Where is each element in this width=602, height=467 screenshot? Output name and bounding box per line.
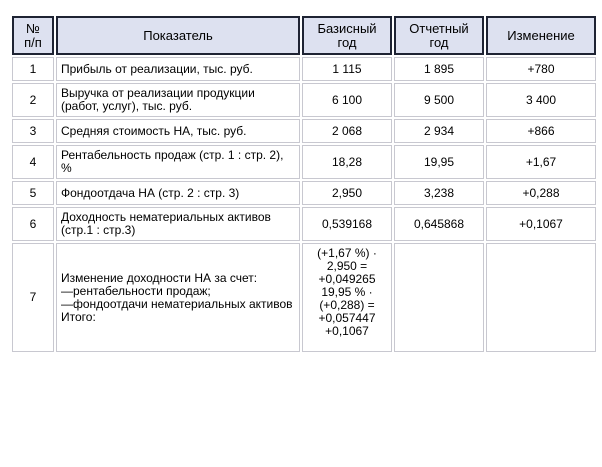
header-change: Изменение <box>486 16 596 55</box>
row-base: 2 068 <box>302 119 392 143</box>
header-base-line1: Базисный <box>317 20 377 36</box>
calc-line: 2,950 = <box>326 259 368 273</box>
row-base: 1 115 <box>302 57 392 81</box>
row-indicator: Доходность нематериальных активов (стр.1 : стр.3) <box>56 207 300 241</box>
calc-line: (+1,67 %) · <box>317 246 377 260</box>
row-report: 19,95 <box>394 145 484 179</box>
header-base-year <box>302 16 392 55</box>
row-num: 5 <box>12 181 54 205</box>
calc-line: +0,049265 <box>318 272 376 286</box>
row-indicator: Фондоотдача НА (стр. 2 : стр. 3) <box>56 181 300 205</box>
row-change: +866 <box>486 119 596 143</box>
row-num: 7 <box>12 243 54 352</box>
table-row <box>12 243 596 352</box>
row-report: 1 895 <box>394 57 484 81</box>
row-report: 0,645868 <box>394 207 484 241</box>
header-num <box>12 16 54 55</box>
row-base: 0,539168 <box>302 207 392 241</box>
row-indicator <box>56 243 300 352</box>
row-report: 9 500 <box>394 83 484 117</box>
header-row <box>12 16 596 55</box>
row-change: +780 <box>486 57 596 81</box>
calc-line: 19,95 % · <box>321 285 373 299</box>
row-num: 6 <box>12 207 54 241</box>
row-num: 1 <box>12 57 54 81</box>
header-num-line2: п/п <box>24 34 42 50</box>
indicator-line: —рентабельности продаж; <box>61 283 211 298</box>
header-report-line2: год <box>429 34 449 50</box>
table-row <box>12 57 596 81</box>
analysis-table <box>10 14 598 354</box>
row-change: +0,288 <box>486 181 596 205</box>
indicator-line: Итого: <box>61 309 96 324</box>
row-report: 3,238 <box>394 181 484 205</box>
row-indicator: Средняя стоимость НА, тыс. руб. <box>56 119 300 143</box>
row-change: +0,1067 <box>486 207 596 241</box>
table-row <box>12 181 596 205</box>
header-num-line1: № <box>26 20 40 36</box>
header-report-line1: Отчетный <box>409 20 469 36</box>
calc-line: +0,1067 <box>325 324 369 338</box>
row-base: 2,950 <box>302 181 392 205</box>
table-row <box>12 207 596 241</box>
row-change: 3 400 <box>486 83 596 117</box>
table-row <box>12 119 596 143</box>
row-num: 4 <box>12 145 54 179</box>
row-base: 6 100 <box>302 83 392 117</box>
row-base-calculation <box>302 243 392 352</box>
row-num: 2 <box>12 83 54 117</box>
header-report-year <box>394 16 484 55</box>
row-change <box>486 243 596 352</box>
calc-line: +0,057447 <box>318 311 376 325</box>
row-indicator: Прибыль от реализации, тыс. руб. <box>56 57 300 81</box>
row-report <box>394 243 484 352</box>
row-change: +1,67 <box>486 145 596 179</box>
row-indicator: Рентабельность продаж (стр. 1 : стр. 2), % <box>56 145 300 179</box>
row-base: 18,28 <box>302 145 392 179</box>
table-row <box>12 83 596 117</box>
indicator-line: Изменение доходности НА за счет: <box>61 270 258 285</box>
indicator-line: —фондоотдачи нематериальных активов <box>61 296 293 311</box>
row-indicator: Выручка от реализации продукции (работ, услуг), тыс. руб. <box>56 83 300 117</box>
calc-line: (+0,288) = <box>319 298 375 312</box>
row-report: 2 934 <box>394 119 484 143</box>
row-num: 3 <box>12 119 54 143</box>
header-indicator: Показатель <box>56 16 300 55</box>
table-row <box>12 145 596 179</box>
header-base-line2: год <box>337 34 357 50</box>
